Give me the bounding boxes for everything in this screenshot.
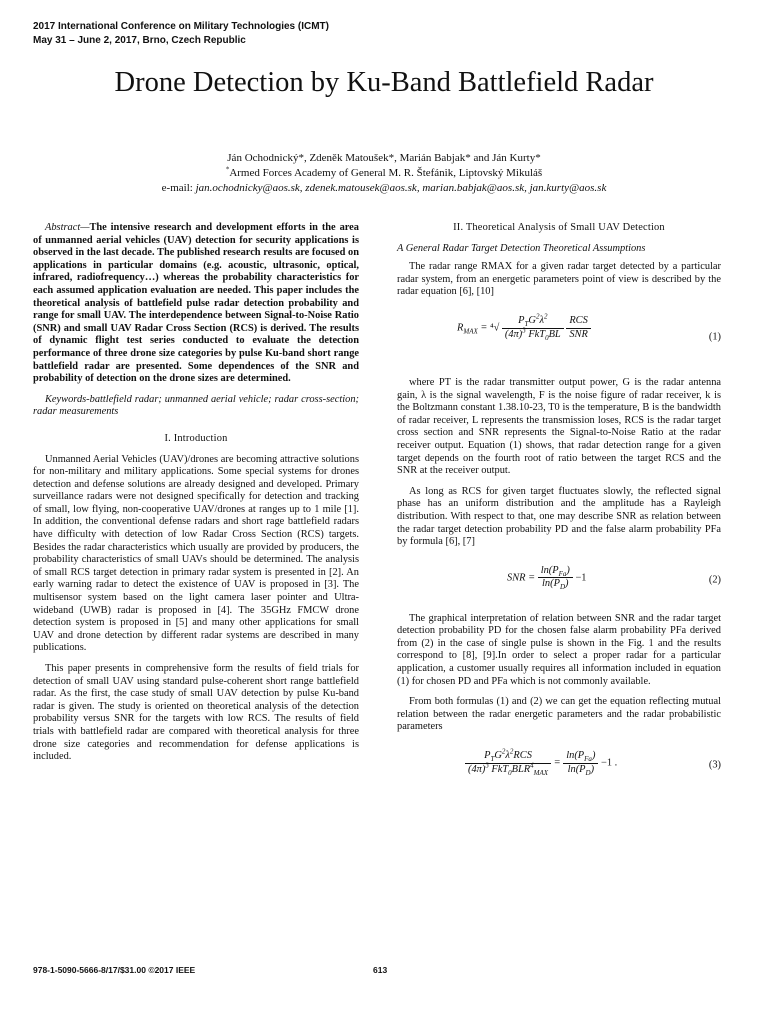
- section-heading-theory: II. Theoretical Analysis of Small UAV Detection: [453, 222, 665, 233]
- intro-paragraph-1: Unmanned Aerial Vehicles (UAV)/drones are becoming attractive solutions for non-military and military applications. Some special systems for drones detection and defense solutions are already designed and developed. Primary surveillance radars were not designed specifically for detection and tracking of small, low flying, non-cooperative UAV/drones at ranges up to 1 mile [1]. In addition, the conventional defense radars and short rage battlefield radars have difficulty with detection of low Radar Cross Section (RCS) targets. Besides the radar characteristics which usually are provided by producers, the probability characteristics of small UAVs should be determined. The analysis of small RCS target detection in primary radar system is presented in [2]. An early warning radar to detect the existence of UAV is proposed in [3]. The multisensor system based on the light camera laser pointer and Ultra-wideband (UWB) radar is proposed in [4]. The 35GHz FMCW drone detection system is proposed in [5] and many other applications for small UAV and drone detection by different radar systems are described in many publications.: [33, 453, 359, 654]
- left-column: [33, 222, 359, 772]
- page-number: 613: [373, 965, 388, 975]
- email-list[interactable]: jan.ochodnicky@aos.sk, zdenek.matousek@aos.sk, marian.babjak@aos.sk, jan.kurty@aos.sk: [195, 182, 607, 194]
- keywords: Keywords-battlefield radar; unmanned aerial vehicle; radar cross-section; radar measurements: [33, 393, 359, 418]
- equation-3: $\frac{P_TG^2\lambda^2RCS}{(4\pi)^3 FkT_0BLR^4_{MAX}}$ = $\frac{\ln(P_{Fa})}{\ln(P_D)}$ −1 . (3): [397, 744, 721, 788]
- subsection-heading: A General Radar Target Detection Theoretical Assumptions: [397, 242, 646, 254]
- equation-1: $R_{MAX} = ^4√$ $\frac{P_TG^2\lambda^2}{(4\pi)^3 FkT_0BL}$ $\frac{\text{RCS}}{\text{SNR}}$ (1): [457, 312, 721, 343]
- affiliation: *Armed Forces Academy of General M. R. Štefánik, Liptovský Mikuláš: [225, 165, 543, 179]
- abstract-label: Abstract—: [45, 222, 90, 233]
- conference-name: 2017 International Conference on Military Technologies (ICMT): [33, 21, 329, 32]
- conference-dates: May 31 – June 2, 2017, Brno, Czech Republic: [33, 35, 246, 46]
- author-names: Ján Ochodnický*, Zdeněk Matoušek*, Marián Babjak* and Ján Kurty*: [227, 152, 541, 164]
- equation-2: SNR = $\frac{\ln(P_{Fa})}{\ln(P_D)}$ −1 (2): [507, 564, 721, 592]
- intro-paragraph-2: This paper presents in comprehensive form the results of field trials for detection of small UAV using standard pulse-coherent short range battlefield radar. As the first, the case study of small UAV detection by pulse Ku-band radar is given. The study is oriented on theoretical analysis of the detection probability versus SNR for the targets with low RCS. The results of field trials with battlefield radar are compared with theoretical analysis for three drone size categories and recommendation for defense applications is included.: [33, 663, 359, 763]
- equation-2-number: (2): [708, 574, 721, 586]
- theory-paragraph-4: The graphical interpretation of relation between SNR and the radar target detection probability PD for the chosen false alarm probability PFa derived from (2) in the case of single pulse is shown in the Fig. 1 and the results correspond to [8], [9].In order to select a proper radar for a particular application, a customer usually requires all information included in equation (1) for chosen PD and PFa which is not commonly available.: [397, 612, 721, 687]
- abstract: [33, 222, 359, 386]
- email-line: e-mail: jan.ochodnicky@aos.sk, zdenek.matousek@aos.sk, marian.babjak@aos.sk, jan.kurty@aos.sk: [161, 182, 607, 194]
- abstract-text: The intensive research and development efforts in the area of unmanned aerial vehicles (UAV) detection for security applications is observed in the last decade. The published research results are focused on applications in particular domains (e.g. acoustic, ultrasonic, optical, infrared, radiofrequency…) whereas the probability characteristics for each assumed application evaluation are needed. This paper includes the theoretical analysis of battlefield pulse radar detection probability and range for small UAV. The interdependence between Signal-to-Noise Ratio (SNR) and small UAV Radar Cross Section (RCS) is derived. The results of dynamic flight test series conducted to evaluate the detection performance of three drone size categories by pulse Ku-band short range battlefield radar are presented. Some dependences of the SNR and probability of detection on the drone sizes are determined.: [33, 222, 359, 385]
- theory-paragraph-2: where PT is the radar transmitter output power, G is the radar antenna gain, λ is the signal wavelength, F is the noise figure of radar receiver, k is the Boltzmann constant 1.38.10-23, T0 is the temperature, B is the bandwidth of radar receiver, L represents the transmission loses, RCS is the radar target cross section and SNR represents the Signal-to-Noise Ratio at the radar receiver output. Equation (1) shows, that radar detection range for a given target depends on the fourth root of ratio between the target RCS and the SNR at the receiver output.: [397, 376, 721, 477]
- section-heading-introduction: I. Introduction: [164, 432, 228, 444]
- paper-title: Drone Detection by Ku-Band Battlefield Radar: [114, 67, 654, 98]
- conference-header: [33, 20, 329, 48]
- author-block: [0, 151, 768, 196]
- right-column: [397, 222, 721, 798]
- theory-paragraph-3: As long as RCS for given target fluctuates slowly, the reflected signal phase has an uniform distribution and the amplitude has a Rayleigh distribution. With respect to that, one may describe SNR as relation between the radar target detection probability PD and the false alarm probability PFa by formula [6], [7]: [397, 485, 721, 548]
- equation-3-number: (3): [708, 759, 721, 771]
- theory-paragraph-5: From both formulas (1) and (2) we can get the equation reflecting mutual relation between the radar energetic parameters and the radar probabilistic parameters: [397, 696, 721, 733]
- equation-1-number: (1): [708, 331, 721, 343]
- theory-paragraph-1: The radar range RMAX for a given radar target detected by a particular radar system, from an energetic parameters point of view is described by the radar equation [6], [10]: [397, 261, 721, 298]
- footer-isbn: 978-1-5090-5666-8/17/$31.00 ©2017 IEEE: [33, 965, 196, 975]
